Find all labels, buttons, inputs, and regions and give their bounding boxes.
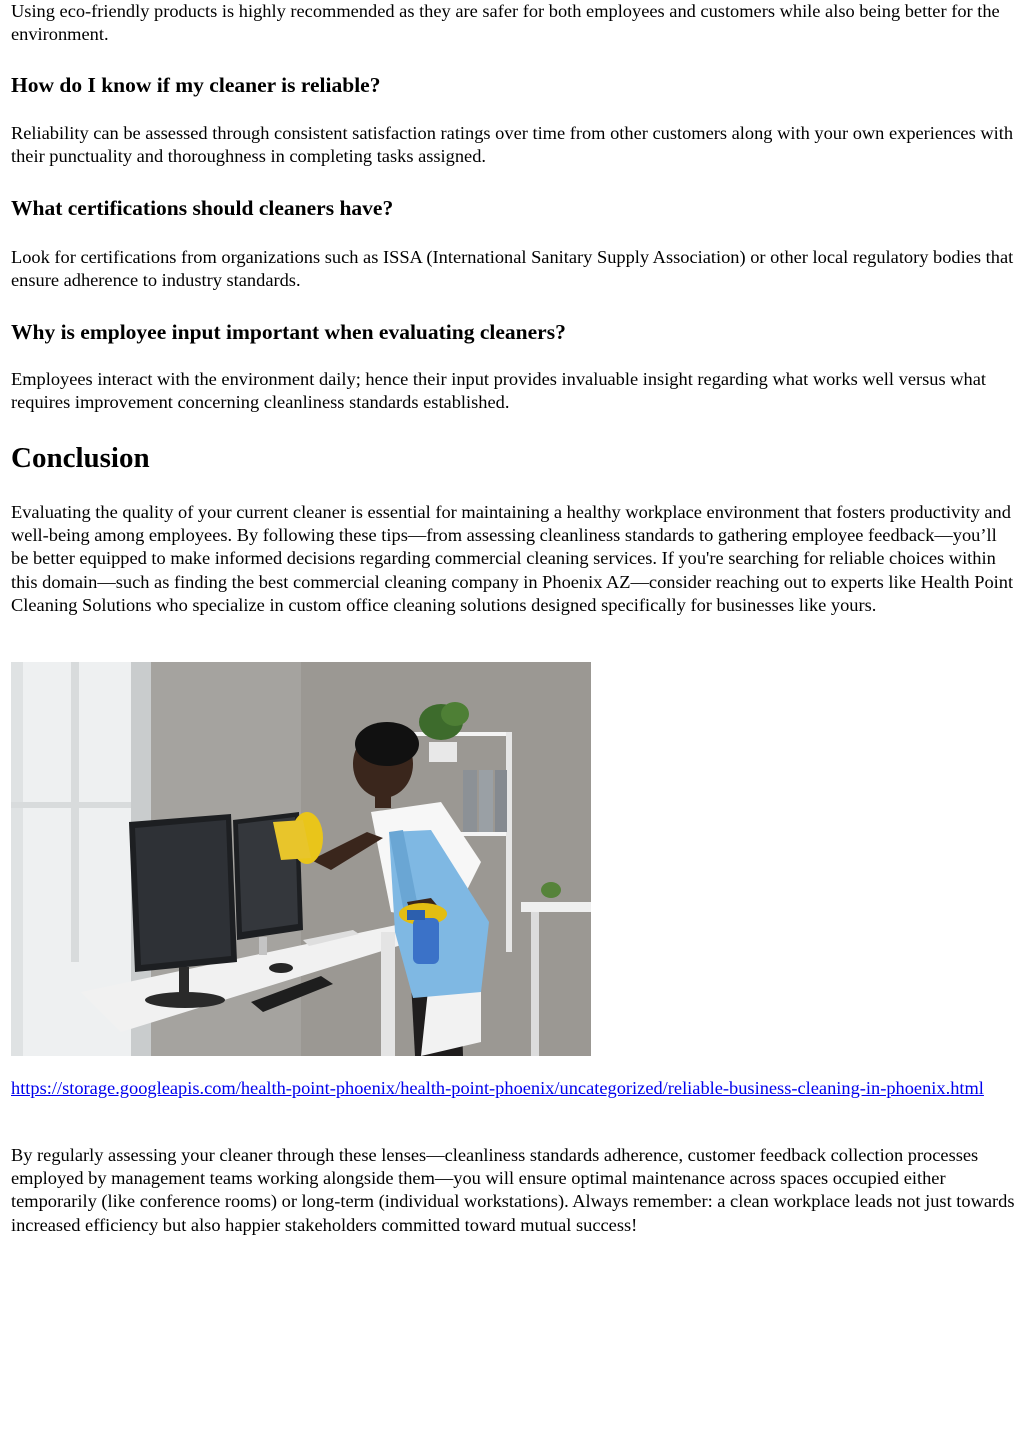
cleaner-wiping-monitor-photo xyxy=(11,662,591,1056)
faq-question-employee-input: Why is employee input important when evaluating cleaners? xyxy=(11,320,566,344)
source-link[interactable]: https://storage.googleapis.com/health-point-phoenix/health-point-phoenix/uncategorized/reliable-business-cleaning-in-phoenix.html xyxy=(11,1078,984,1098)
faq-question-certifications: What certifications should cleaners have? xyxy=(11,196,394,220)
conclusion-heading: Conclusion xyxy=(11,442,150,474)
faq-answer-certifications: Look for certifications from organizations such as ISSA (International Sanitary Supply Association) or other local regulatory bodies that ensure adherence to industry standards. xyxy=(11,247,1014,291)
faq-question-reliability: How do I know if my cleaner is reliable? xyxy=(11,73,381,97)
faq-answer-employee-input: Employees interact with the environment daily; hence their input provides invaluable insight regarding what works well versus what requires improvement concerning cleanliness standards established. xyxy=(11,369,986,413)
faq-answer-reliability: Reliability can be assessed through consistent satisfaction ratings over time from other customers along with your own experiences with their punctuality and thoroughness in completing tasks assigned. xyxy=(11,123,1014,167)
conclusion-paragraph: Evaluating the quality of your current cleaner is essential for maintaining a healthy workplace environment that fosters productivity and well-being among employees. By following these tips—from assessing cleanliness standards to gathering employee feedback—you’ll be better equipped to make informed decisions regarding commercial cleaning services. If you're searching for reliable choices within this domain—such as finding the best commercial cleaning company in Phoenix AZ—consider reaching out to experts like Health Point Cleaning Solutions who specialize in custom office cleaning solutions designed specifically for businesses like yours. xyxy=(11,502,1014,615)
intro-paragraph: Using eco-friendly products is highly recommended as they are safer for both employees and customers while also being better for the environment. xyxy=(11,1,1000,45)
closing-paragraph: By regularly assessing your cleaner through these lenses—cleanliness standards adherence, customer feedback collection processes employed by management teams working alongside them—you will ensure optimal maintenance across spaces occupied either temporarily (like conference rooms) or long-term (individual workstations). Always remember: a clean workplace leads not just towards increased efficiency but also happier stakeholders committed toward mutual success! xyxy=(11,1145,1015,1235)
source-link-paragraph xyxy=(11,1077,1015,1100)
